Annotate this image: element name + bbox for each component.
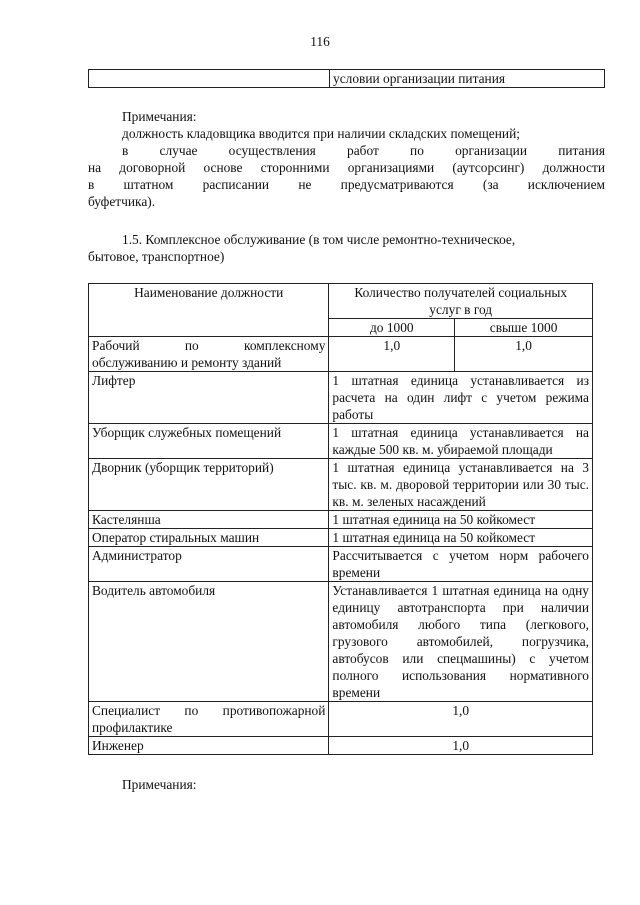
staffing-table xyxy=(88,283,593,755)
table-row xyxy=(89,424,593,459)
row-norm: Рассчитывается с учетом норм рабочего времени xyxy=(329,547,593,582)
row-name: Инженер xyxy=(89,737,329,755)
row-name: Водитель автомобиля xyxy=(89,582,329,702)
header-recipients xyxy=(329,284,593,319)
continuation-table xyxy=(88,69,605,88)
subheader-low: до 1000 xyxy=(329,319,455,337)
header-recipients-line-2: услуг в год xyxy=(429,302,493,317)
notes-title: Примечания: xyxy=(122,109,197,124)
section-heading xyxy=(88,231,605,265)
continuation-left-cell xyxy=(89,70,330,88)
row-norm: 1 штатная единица на 50 койкомест xyxy=(329,511,593,529)
row-value-low: 1,0 xyxy=(329,337,455,372)
note-line-3: на договорной основе сторонними организациями (аутсорсинг) должности xyxy=(88,160,605,175)
row-name: Специалист по противопожарной профилактике xyxy=(89,702,329,737)
note-line-2: в случае осуществления работ по организации питания xyxy=(122,143,605,158)
note-line-1: должность кладовщика вводится при наличии складских помещений; xyxy=(122,126,520,141)
table-header-row xyxy=(89,284,593,319)
table-row xyxy=(89,737,593,755)
table-row xyxy=(89,511,593,529)
row-value-high: 1,0 xyxy=(455,337,593,372)
notes-bottom-title: Примечания: xyxy=(122,777,197,792)
table-row xyxy=(89,337,593,372)
row-name: Администратор xyxy=(89,547,329,582)
section-heading-line-1: 1.5. Комплексное обслуживание (в том числе ремонтно-техническое, xyxy=(122,232,516,247)
table-row xyxy=(89,529,593,547)
row-norm: 1 штатная единица устанавливается на каждые 500 кв. м. убираемой площади xyxy=(329,424,593,459)
table-row xyxy=(89,582,593,702)
header-recipients-line-1: Количество получателей социальных xyxy=(354,285,568,300)
table-row xyxy=(89,459,593,511)
row-norm: 1 штатная единица устанавливается на 3 тыс. кв. м. дворовой территории или 30 тыс. кв. м. зеленых насаждений xyxy=(329,459,593,511)
table-row xyxy=(89,547,593,582)
page-number: 116 xyxy=(310,34,330,49)
row-name: Дворник (уборщик территорий) xyxy=(89,459,329,511)
row-name: Уборщик служебных помещений xyxy=(89,424,329,459)
table-row xyxy=(89,372,593,424)
note-line-4: в штатном расписании не предусматриваются (за исключением xyxy=(88,177,605,192)
subheader-high: свыше 1000 xyxy=(455,319,593,337)
row-norm: 1,0 xyxy=(329,737,593,755)
row-norm: 1,0 xyxy=(329,702,593,737)
header-position: Наименование должности xyxy=(89,284,329,337)
row-name: Рабочий по комплексному обслуживанию и ремонту зданий xyxy=(89,337,329,372)
continuation-right-cell: условии организации питания xyxy=(330,70,605,88)
row-norm: 1 штатная единица устанавливается из расчета на один лифт с учетом режима работы xyxy=(329,372,593,424)
row-norm: Устанавливается 1 штатная единица на одну единицу автотранспорта при наличии автомобиля любого типа (легкового, грузового автомобилей, погрузчика, автобусов или спецмашины) с учетом полного использования нормативного времени xyxy=(329,582,593,702)
row-name: Кастелянша xyxy=(89,511,329,529)
table-row xyxy=(89,702,593,737)
note-line-5: буфетчика). xyxy=(88,194,156,209)
section-heading-line-2: бытовое, транспортное) xyxy=(88,249,225,264)
row-norm: 1 штатная единица на 50 койкомест xyxy=(329,529,593,547)
row-name: Лифтер xyxy=(89,372,329,424)
row-name: Оператор стиральных машин xyxy=(89,529,329,547)
